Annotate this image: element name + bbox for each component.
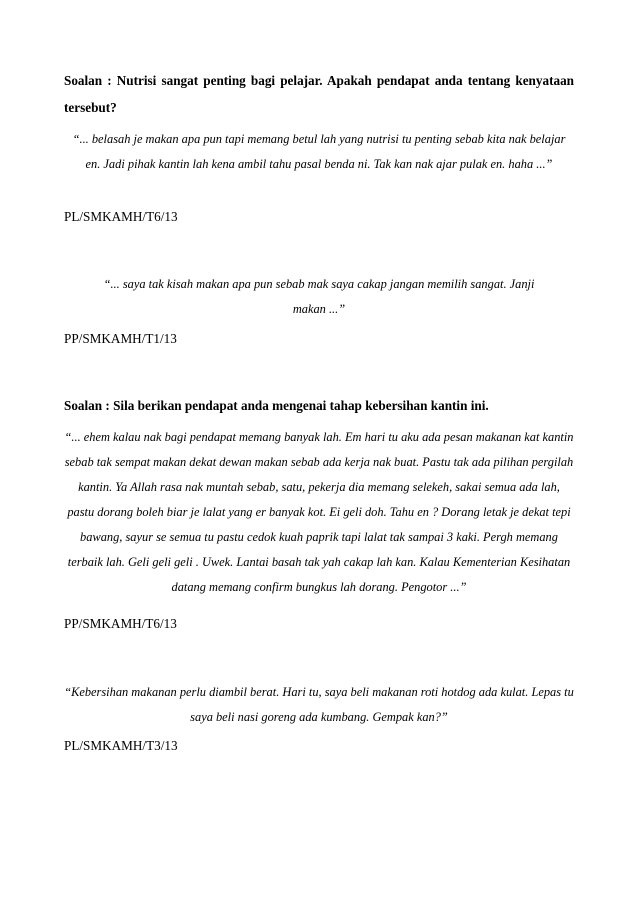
question-cleanliness: Soalan : Sila berikan pendapat anda mengenai tahap kebersihan kantin ini. — [64, 398, 489, 413]
respondent-code-4: PL/SMKAMH/T3/13 — [64, 738, 178, 753]
response-quote-4: “Kebersihan makanan perlu diambil berat. Hari tu, saya beli makanan roti hotdog ada kulat. Lepas tu saya beli nasi goreng ada kumbang. Gempak kan?” — [64, 685, 574, 724]
respondent-code-2: PP/SMKAMH/T1/13 — [64, 331, 177, 346]
question-nutrition: Soalan : Nutrisi sangat penting bagi pelajar. Apakah pendapat anda tentang kenyataan tersebut? — [64, 73, 574, 115]
response-quote-3: “... ehem kalau nak bagi pendapat memang banyak lah. Em hari tu aku ada pesan makanan kat kantin sebab tak sempat makan dekat dewan makan sebab ada kerja nak buat. Pastu tak ada pilihan pergilah kantin. Ya Allah rasa nak muntah sebab, satu, pekerja dia memang selekeh, sakai semua ada lah, pastu dorang boleh biar je lalat yang er banyak kot. Ei geli doh. Tahu en ? Dorang letak je dekat tepi bawang, sayur se semua tu pastu cedok kuah paprik tapi lalat tak sampai 3 kaki. Pergh memang terbaik lah. Geli geli geli . Uwek. Lantai basah tak yah cakap lah kan. Kalau Kementerian Kesihatan datang memang confirm bungkus lah dorang. Pengotor ...” — [64, 430, 574, 594]
respondent-code-3: PP/SMKAMH/T6/13 — [64, 616, 177, 631]
respondent-code-1: PL/SMKAMH/T6/13 — [64, 209, 178, 224]
response-quote-1: “... belasah je makan apa pun tapi memang betul lah yang nutrisi tu penting sebab kita nak belajar en. Jadi pihak kantin lah kena ambil tahu pasal benda ni. Tak kan nak ajar pulak en. haha ...” — [72, 132, 566, 171]
response-quote-2: “... saya tak kisah makan apa pun sebab mak saya cakap jangan memilih sangat. Janji makan ...” — [103, 277, 535, 316]
